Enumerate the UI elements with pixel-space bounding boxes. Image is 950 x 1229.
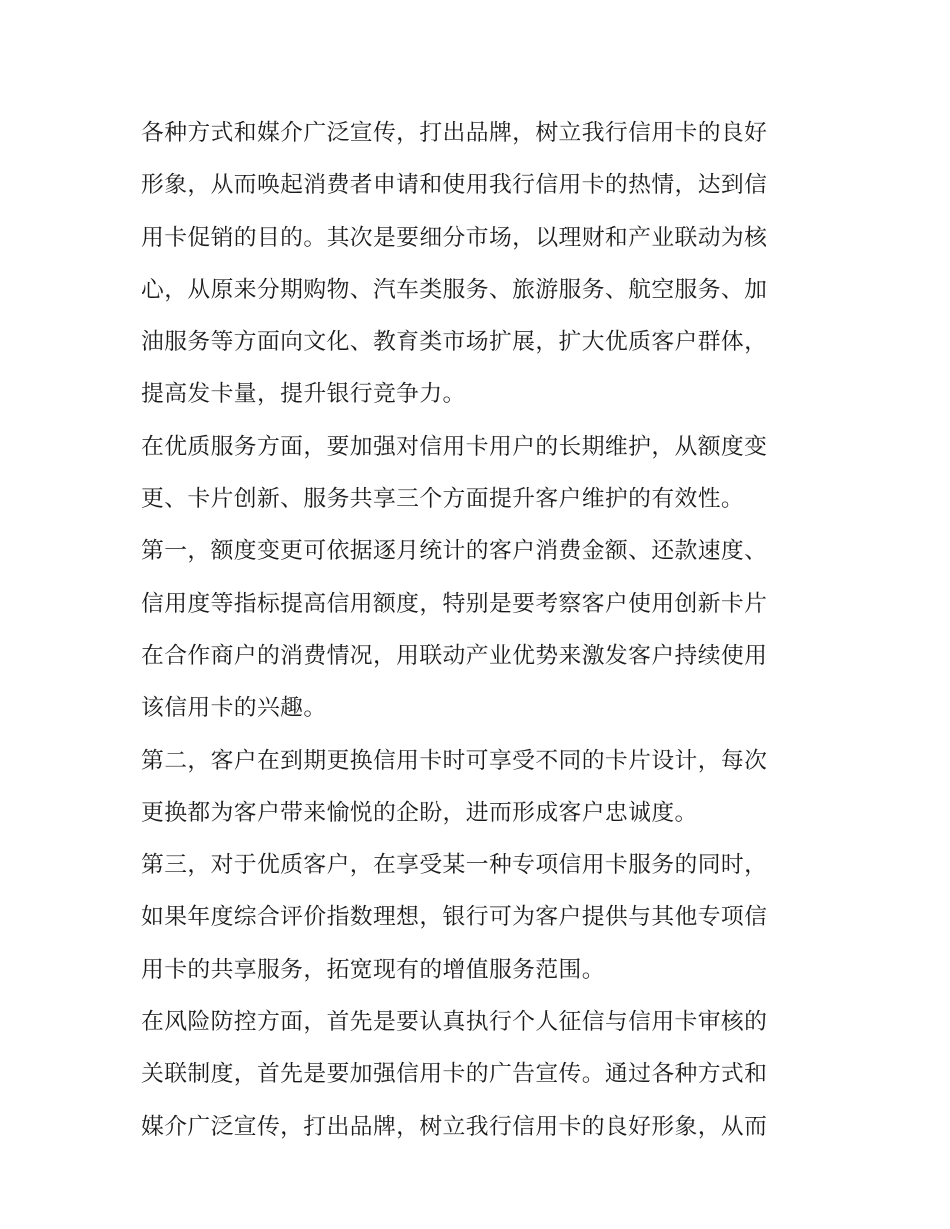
text-line: 关联制度，首先是要加强信用卡的广告宣传。通过各种方式和 [141, 1061, 768, 1088]
text-line: 在优质服务方面，要加强对信用卡用户的长期维护，从额度变 [141, 433, 768, 460]
text-line: 心，从原来分期购物、汽车类服务、旅游服务、航空服务、加 [141, 276, 768, 303]
text-line: 第二，客户在到期更换信用卡时可享受不同的卡片设计，每次 [141, 747, 768, 774]
text-line: 信用度等指标提高信用额度，特别是要考察客户使用创新卡片 [141, 590, 768, 617]
text-line: 用卡的共享服务，拓宽现有的增值服务范围。 [141, 956, 605, 983]
text-line: 提高发卡量，提升银行竞争力。 [141, 381, 466, 408]
text-line: 在合作商户的消费情况，用联动产业优势来激发客户持续使用 [141, 642, 768, 669]
text-line: 各种方式和媒介广泛宣传，打出品牌，树立我行信用卡的良好 [141, 120, 768, 146]
text-line: 油服务等方面向文化、教育类市场扩展，扩大优质客户群体， [141, 329, 768, 356]
text-line: 第三，对于优质客户，在享受某一种专项信用卡服务的同时， [141, 852, 768, 879]
text-line: 如果年度综合评价指数理想，银行可为客户提供与其他专项信 [141, 904, 768, 931]
text-line: 形象，从而唤起消费者申请和使用我行信用卡的热情，达到信 [141, 172, 768, 199]
text-line: 该信用卡的兴趣。 [141, 695, 327, 722]
text-line: 更、卡片创新、服务共享三个方面提升客户维护的有效性。 [141, 486, 745, 513]
text-line: 在风险防控方面，首先是要认真执行个人征信与信用卡审核的 [141, 1009, 768, 1036]
body-text [141, 107, 813, 1153]
text-line: 第一，额度变更可依据逐月统计的客户消费金额、还款速度、 [141, 538, 768, 565]
text-line: 更换都为客户带来愉悦的企盼，进而形成客户忠诚度。 [141, 799, 698, 826]
text-line: 用卡促销的目的。其次是要细分市场，以理财和产业联动为核 [141, 224, 768, 251]
text-line: 媒介广泛宣传，打出品牌，树立我行信用卡的良好形象，从而 [141, 1113, 768, 1140]
